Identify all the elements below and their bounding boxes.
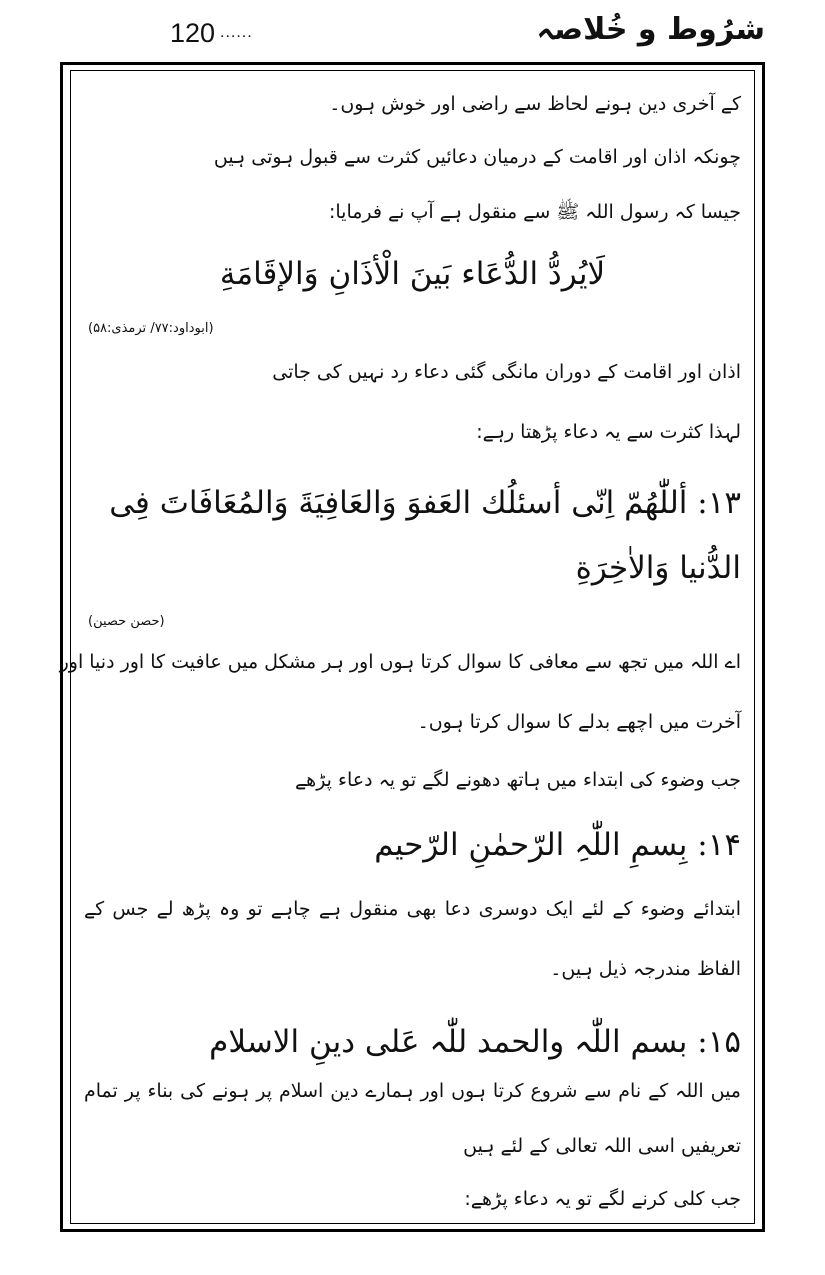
text-line: جب وضوء کی ابتداء میں ہاتھ دھونے لگے تو یہ دعاء پڑھے	[295, 769, 741, 791]
arabic-verse: ۱۴: بِسمِ اللّٰہِ الرّحمٰنِ الرّحیم	[374, 827, 741, 863]
text-line: جب کلی کرنے لگے تو یہ دعاء پڑھے:	[464, 1188, 741, 1210]
text-line: چونکہ اذان اور اقامت کے درمیان دعائیں کثرت سے قبول ہوتی ہیں	[213, 146, 741, 168]
arabic-verse: لَایُردُّ الدُّعَاء بَینَ الْأذَانِ وَالإقَامَةِ	[219, 256, 606, 292]
citation: (حصن حصین)	[88, 614, 165, 629]
text-line: تعریفیں اسی اللہ تعالی کے لئے ہیں	[463, 1135, 741, 1157]
page-number: 120	[170, 18, 216, 48]
text-line: جیسا کہ رسول اللہ ﷺ سے منقول ہے آپ نے فرمایا:	[328, 201, 741, 223]
arabic-verse: ۱۵: بسم اللّٰہ والحمد للّٰہ عَلی دینِ الاسلام	[209, 1024, 741, 1060]
page-header	[60, 12, 765, 56]
text-line: الفاظ مندرجہ ذیل ہیں۔	[550, 958, 741, 980]
text-line: میں اللہ کے نام سے شروع کرتا ہوں اور ہمارے دین اسلام پر ہونے کی بناء پر تمام	[84, 1080, 741, 1102]
arabic-verse: الدُّنیا وَالاٰخِرَةِ	[575, 550, 741, 586]
text-line: اذان اور اقامت کے دوران مانگی گئی دعاء رد نہیں کی جاتی	[272, 361, 741, 383]
book-title: شرُوط و خُلاصہ	[536, 12, 765, 47]
citation: (ابوداود:۷۷/ ترمذی:۵۸)	[88, 321, 214, 336]
text-line: لہذا کثرت سے یہ دعاء پڑھتا رہے:	[476, 421, 741, 443]
text-line: ابتدائے وضوء کے لئے ایک دوسری دعا بھی منقول ہے چاہے تو وہ پڑھ لے جس کے	[84, 898, 741, 920]
text-line: کے آخری دین ہونے لحاظ سے راضی اور خوش ہوں۔	[329, 93, 741, 115]
arabic-verse: ۱۳: أللّٰھُمّ اِنّی أسئلُك العَفوَ وَالعَافِیَةَ وَالمُعَافَاتَ فِی	[109, 485, 741, 521]
text-line: آخرت میں اچھے بدلے کا سوال کرتا ہوں۔	[417, 711, 741, 733]
page-number-dots: ......	[220, 24, 253, 41]
text-line: اے اللہ میں تجھ سے معافی کا سوال کرتا ہوں اور ہر مشکل میں عافیت کا اور دنیا اور	[59, 651, 741, 673]
